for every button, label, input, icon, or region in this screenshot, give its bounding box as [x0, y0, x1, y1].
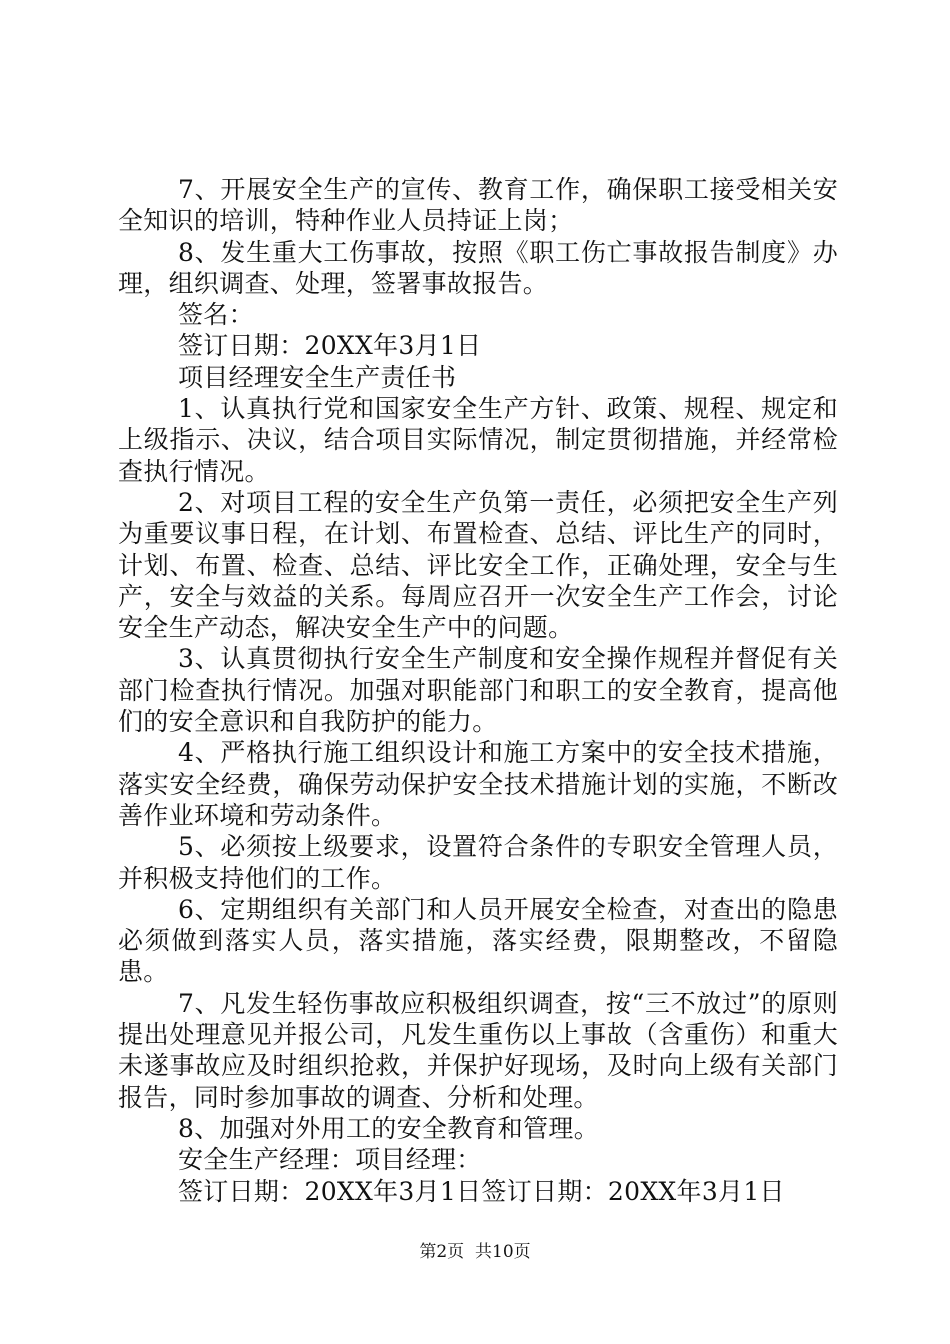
paragraph-item-3: 3、认真贯彻执行安全生产制度和安全操作规程并督促有关部门检查执行情况。加强对职能部门和职工的安全教育，提高他们的安全意识和自我防护的能力。 [118, 644, 838, 737]
paragraph-item-4: 4、严格执行施工组织设计和施工方案中的安全技术措施，落实安全经费，确保劳动保护安全技术措施计划的实施，不断改善作业环境和劳动条件。 [118, 738, 838, 830]
section-title: 项目经理安全生产责任书 [178, 362, 457, 392]
signature-line: 签名： [178, 300, 254, 330]
document-body [118, 174, 838, 1207]
manager-signature-line: 安全生产经理：项目经理： [178, 1145, 482, 1175]
paragraph-item-7: 7、凡发生轻伤事故应积极组织调查，按“三不放过”的原则提出处理意见并报公司，凡发生重伤以上事故（含重伤）和重大未遂事故应及时组织抢救，并保护好现场，及时向上级有关部门报告，同时参加事故的调查、分析和处理。 [118, 988, 838, 1112]
total-pages: 共10页 [475, 1242, 531, 1262]
page-footer [0, 1241, 950, 1263]
paragraph-item-8: 8、加强对外用工的安全教育和管理。 [178, 1113, 600, 1143]
manager-signing-dates: 签订日期：20XX年3月1日签订日期：20XX年3月1日 [178, 1176, 785, 1206]
paragraph-item-6: 6、定期组织有关部门和人员开展安全检查，对查出的隐患必须做到落实人员，落实措施，落实经费，限期整改，不留隐患。 [118, 894, 838, 987]
paragraph-item-2: 2、对项目工程的安全生产负第一责任，必须把安全生产列为重要议事日程，在计划、布置检查、总结、评比生产的同时，计划、布置、检查、总结、评比安全工作，正确处理，安全与生产，安全与效益的关系。每周应召开一次安全生产工作会，讨论安全生产动态，解决安全生产中的问题。 [118, 487, 838, 643]
page-number: 第2页 [419, 1242, 465, 1262]
footer-separator [464, 1242, 475, 1262]
paragraph-item-1: 1、认真执行党和国家安全生产方针、政策、规程、规定和上级指示、决议，结合项目实际情况，制定贯彻措施，并经常检查执行情况。 [118, 394, 838, 486]
paragraph-duty-8: 8、发生重大工伤事故，按照《职工伤亡事故报告制度》办理，组织调查、处理，签署事故报告。 [118, 237, 838, 298]
paragraph-item-5: 5、必须按上级要求，设置符合条件的专职安全管理人员，并积极支持他们的工作。 [118, 832, 838, 893]
paragraph-duty-7: 7、开展安全生产的宣传、教育工作，确保职工接受相关安全知识的培训，特种作业人员持证上岗； [118, 175, 838, 236]
signing-date: 签订日期：20XX年3月1日 [178, 331, 482, 361]
